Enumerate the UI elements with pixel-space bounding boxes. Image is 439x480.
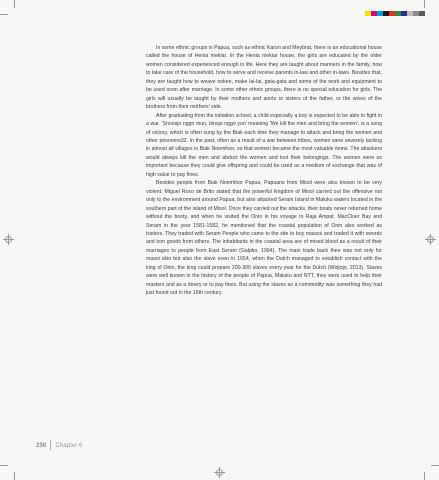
crop-mark-top-left-h <box>0 14 8 15</box>
crop-mark-bottom-left-h <box>0 465 8 466</box>
body-text <box>146 44 382 298</box>
registration-target-bottom <box>216 469 223 476</box>
paragraph-2: After graduating from the initiation school, a child especially a boy is expected to be able to fight in a war. 'Snonsjo nggo mun, binsjo nggo yun' meaning 'We kill the men and bring the women', is a song of victory, which is often sung by the Biak each time they manage to attack and bring the women and other prisoners32. In the past, often as a result of a war between tribes, women were severely lacking in almost all villages in Biak Noemfoor, so that women became the most valuable items. The attackers would always kill the men and abduct the women and loot their belongings. The women were so important because they could give offspring and could be used as a medium of exchange that was of high value to pay fines. <box>146 112 382 178</box>
page-number: 250 <box>36 441 47 449</box>
crop-mark-bottom-right-h <box>431 465 439 466</box>
crop-mark-bottom-right-v <box>424 472 425 480</box>
paragraph-1: In some ethnic groups in Papua, such as ethnic Karon and Meybrat, there is an educational house called the house of Henia mekiar. In the Henia mekiar house, the girls are educated by the older women considered experienced enough in life. Here they are taught about manners in the family, how to take care of the household, how to serve and receive parents in-law and other in-laws. Besides that, they are taught how to weave noken, make lai-lai, gata-gata and some of the work and equipment to be used soon after marriage. In some other ethnic groups, there is no special education for girls. The girls will usually be taught by their mothers and aunts or sisters of the father, or the wives of the brothers from their mothers' side. <box>146 45 382 111</box>
footer-divider <box>50 440 51 450</box>
color-swatch <box>419 11 425 16</box>
crop-mark-bottom-left-v <box>14 472 15 480</box>
page-footer <box>36 440 83 450</box>
registration-target-right <box>427 236 434 243</box>
registration-target-left <box>5 236 12 243</box>
crop-mark-top-right-v <box>424 0 425 8</box>
color-registration-strip <box>365 11 425 16</box>
crop-mark-top-left-v <box>14 0 15 8</box>
paragraph-3: Besides people from Biak Noemfoor Papua, Papuans from Misol were also known to be very violent. Miguel Roxo de Brito stated that the powerful kingdom of Misol carried out the offensive not only to the environment around Papua, but also attacked Seram Island in Maluku waters located in the southern part of the island of Misol. Once they carried out the attacks, their boats never returned home without the booty, and when he visited the Onin in his voyage to Raja Ampat, MacCluer Bay and Seram in the year 1581-1582, he mentioned that the coastal population of Onin also worked as traders. They traded with Seram People who came to the site to buy massoi and traded it with swords and iron goods from others. The inhabitants in the coastal area are of mixed blood as a result of their marriages to people from East Seram (Galpko, 1994). The main trade back then was not only for masoi skin but also the slave even in 1654, when the Dutch managed to establish contact with the king of Onin, the king could prepare 200-300 slaves every year for the Dutch (Widjojo, 2013). Slaves were well known in the history of the people of Papua, Maluku and NTT, they were used to help their masters and as a dowry or to pay fines. But using the slaves as a commodity was something they had just found out in the 16th century. <box>146 180 382 297</box>
chapter-label: Chapter 6 <box>55 441 83 449</box>
